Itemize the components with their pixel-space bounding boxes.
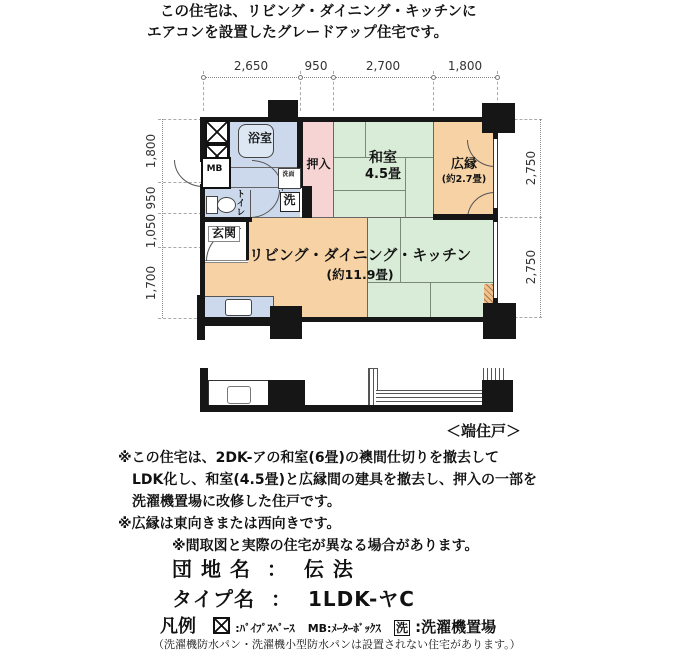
legend-laundry-label: :洗濯機置場 xyxy=(415,618,497,636)
section-hatch xyxy=(483,368,505,380)
note-line-1: ※この住宅は、2DK-アの和室(6畳)の襖間仕切りを撤去して xyxy=(118,450,499,466)
pipe-space-icon xyxy=(205,120,229,144)
dimension-dot xyxy=(495,75,500,80)
estate-name-colon: ： xyxy=(266,557,288,581)
section-pillar xyxy=(268,380,305,412)
legend-ps-label: :ﾊﾟｲﾌﾟｽﾍﾟｰｽ xyxy=(235,622,295,635)
pillar xyxy=(482,103,515,133)
dim-top-4: 1,800 xyxy=(447,59,483,73)
section-pillar xyxy=(482,380,513,412)
laundry-symbol: 洗 xyxy=(396,621,409,635)
window xyxy=(493,222,498,298)
unit-position-label: ＜端住戸＞ xyxy=(446,422,522,440)
header-line-1: この住宅は、リビング・ダイニング・キッチンに xyxy=(160,4,477,20)
washbasin-label: 洗面 xyxy=(282,171,295,178)
kitchen-sink-icon xyxy=(225,299,252,316)
hiroen-size: (約2.7畳) xyxy=(441,174,487,185)
estate-type-colon: ： xyxy=(270,587,292,611)
legend-row xyxy=(160,612,496,638)
note-line-5: ※間取図と実際の住宅が異なる場合があります。 xyxy=(172,538,479,554)
estate-type-row xyxy=(172,583,415,612)
legend-mb-label: MB:ﾒｰﾀｰﾎﾞｯｸｽ xyxy=(307,622,381,635)
closet-label: 押入 xyxy=(306,157,331,171)
estate-type-label: タイプ名 xyxy=(172,587,255,611)
meter-box-label: MB xyxy=(206,164,223,174)
dimension-tick xyxy=(500,217,542,218)
hiroen-name: 広縁 xyxy=(450,157,477,172)
tatami-line xyxy=(430,282,431,318)
dimension-line-left xyxy=(162,119,163,318)
dimension-tick xyxy=(158,247,202,248)
estate-name-row xyxy=(172,553,354,582)
legend-disclaimer: （洗濯機防水パン・洗濯機小型防水パンは設置されない住宅があります。） xyxy=(153,638,521,650)
wall xyxy=(302,186,312,218)
dim-right-2: 2,750 xyxy=(524,249,538,285)
window xyxy=(493,139,498,208)
dim-top-3: 2,700 xyxy=(365,59,401,73)
estate-name-label: 団 地 名 xyxy=(172,557,251,581)
dim-left-2: 950 xyxy=(144,186,158,210)
dimension-dot xyxy=(201,75,206,80)
dimension-tick xyxy=(158,213,202,214)
dimension-line-right xyxy=(540,119,541,317)
tatami-line xyxy=(333,190,405,191)
pillar xyxy=(483,303,516,339)
notes-block xyxy=(118,447,537,557)
wall xyxy=(202,217,252,222)
washitsu-size: 4.5畳 xyxy=(364,167,402,182)
dimension-tick xyxy=(158,318,202,319)
wall xyxy=(202,117,497,122)
note-line-4: ※広縁は東向きまたは西向きです。 xyxy=(118,516,341,532)
toilet-label: トイレ xyxy=(234,189,245,216)
dim-top-1: 2,650 xyxy=(233,59,269,73)
dim-left-3: 1,050 xyxy=(144,213,158,249)
wall xyxy=(433,214,497,220)
dimension-dot xyxy=(331,75,336,80)
ldk-name: リビング・ダイニング・キッチン xyxy=(248,246,472,264)
laundry-label: 洗 xyxy=(283,193,296,207)
note-line-2: LDK化し、和室(4.5畳)と広縁間の建具を撤去し、押入の一部を xyxy=(132,472,537,488)
section-wall xyxy=(200,405,513,412)
header-line-2: エアコンを設置したグレードアップ住宅です。 xyxy=(147,25,449,41)
ldk-size: (約11.9畳) xyxy=(326,267,394,282)
estate-name-value: 伝 法 xyxy=(303,557,354,581)
washitsu-name: 和室 xyxy=(369,150,397,166)
wall xyxy=(202,317,272,326)
genkan-label: 玄関 xyxy=(208,226,240,242)
estate-type-value: 1LDK-ヤC xyxy=(307,587,415,611)
dim-left-1: 1,800 xyxy=(144,133,158,169)
dimension-dot xyxy=(298,75,303,80)
pillar xyxy=(270,306,302,339)
section-balcony-rail xyxy=(376,390,483,406)
room-closet xyxy=(303,118,333,188)
section-sink-icon xyxy=(227,386,251,404)
room-closet-lower xyxy=(312,186,333,218)
pipe-space-icon xyxy=(213,617,230,634)
note-line-3: 洗濯機置場に改修した住戸です。 xyxy=(132,494,341,510)
dimension-line-top xyxy=(203,77,497,78)
dimension-tick xyxy=(158,119,202,120)
dimension-dot xyxy=(431,75,436,80)
dim-left-4: 1,700 xyxy=(144,265,158,301)
pillar xyxy=(268,100,298,118)
legend-title: 凡例 xyxy=(160,616,196,637)
dim-top-2: 950 xyxy=(304,59,328,73)
dim-right-1: 2,750 xyxy=(524,150,538,186)
bath-label: 浴室 xyxy=(247,131,272,145)
